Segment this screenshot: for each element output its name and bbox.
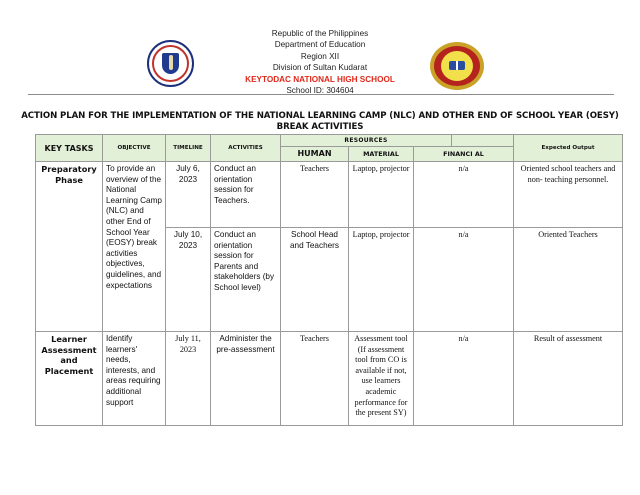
activities-text: Conduct an orientation session for Teachers. [214, 164, 256, 205]
letterhead-divider [28, 94, 614, 95]
action-plan-table [35, 134, 623, 426]
header-material: MATERIAL [349, 147, 414, 162]
timeline-cell [166, 228, 211, 332]
timeline-text: July 10, 2023 [173, 230, 203, 250]
header-objective: OBJECTIVE [103, 135, 166, 162]
key-task-text: Preparatory Phase [41, 164, 97, 185]
activities-cell [211, 228, 281, 332]
key-task-cell [36, 332, 103, 426]
document-title-line-1: ACTION PLAN FOR THE IMPLEMENTATION OF THE NATIONAL LEARNING CAMP (NLC) AND OTHER END OF SCHOOL YEAR (OESY) [21, 111, 619, 121]
header-expected-output: Expected Output [514, 135, 623, 162]
letterhead-line-department: Department of Education [274, 40, 366, 50]
header-key-tasks: KEY TASKS [36, 135, 103, 162]
human-cell [281, 228, 349, 332]
financial-text: n/a [458, 164, 469, 173]
financial-text: n/a [458, 230, 469, 239]
human-text: School Head and Teachers [289, 230, 339, 250]
header-timeline: TIMELINE [166, 135, 211, 162]
key-task-cell [36, 162, 103, 332]
timeline-cell [166, 332, 211, 426]
timeline-text: July 11, 2023 [175, 334, 201, 354]
document-title [0, 111, 640, 133]
financial-cell [414, 228, 514, 332]
expected-output-cell [514, 228, 623, 332]
expected-output-text: Result of assessment [533, 334, 603, 343]
expected-output-cell [514, 162, 623, 228]
letterhead [0, 0, 640, 98]
header-resources-cont [452, 135, 514, 147]
material-cell [349, 162, 414, 228]
objective-text: To provide an overview of the National Learning Camp (NLC) and other End of School Year (EOSY) break activities objectives, guidelines, and expectations [106, 164, 162, 290]
human-cell [281, 332, 349, 426]
key-task-text: Learner Assessment and Placement [41, 334, 97, 376]
deped-seal-icon [147, 40, 194, 87]
financial-cell [414, 332, 514, 426]
activities-cell [211, 162, 281, 228]
school-id: School ID: 304604 [286, 86, 354, 96]
timeline-text: July 6, 2023 [176, 164, 200, 184]
header-activities: ACTIVITIES [211, 135, 281, 162]
expected-output-cell [514, 332, 623, 426]
header-resources: RESOURCES [281, 135, 452, 147]
financial-text: n/a [458, 334, 469, 343]
header-human: HUMAN [281, 147, 349, 162]
school-name: KEYTODAC NATIONAL HIGH SCHOOL [245, 74, 395, 84]
material-text: Laptop, projector [352, 164, 410, 173]
material-text: Assessment tool (If assessment tool from CO is available if not, use learners academic performance for the present SY) [354, 334, 408, 418]
material-text: Laptop, projector [352, 230, 410, 239]
header-row-top [36, 135, 623, 147]
activities-text: Administer the pre-assessment [216, 334, 275, 354]
letterhead-line-region: Region XII [300, 51, 340, 61]
human-cell [281, 162, 349, 228]
document-title-line-2: BREAK ACTIVITIES [276, 122, 364, 132]
material-cell [349, 332, 414, 426]
timeline-cell [166, 162, 211, 228]
expected-output-text: Oriented school teachers and non- teaching personnel. [520, 164, 616, 184]
material-cell [349, 228, 414, 332]
header-financial: FINANCI AL [414, 147, 514, 162]
human-text: Teachers [300, 334, 329, 343]
table-row [36, 162, 623, 228]
objective-text: Identify learners' needs, interests, and areas requiring additional support [106, 334, 161, 407]
activities-cell [211, 332, 281, 426]
objective-cell [103, 162, 166, 332]
financial-cell [414, 162, 514, 228]
objective-cell [103, 332, 166, 426]
school-seal-icon [430, 42, 484, 90]
expected-output-text: Oriented Teachers [538, 230, 598, 239]
activities-text: Conduct an orientation session for Parents and stakeholders (by School level) [214, 230, 275, 292]
letterhead-line-division: Division of Sultan Kudarat [272, 63, 368, 73]
table-row [36, 332, 623, 426]
letterhead-text [220, 28, 420, 96]
human-text: Teachers [300, 164, 329, 173]
letterhead-line-republic: Republic of the Philippines [271, 29, 369, 38]
